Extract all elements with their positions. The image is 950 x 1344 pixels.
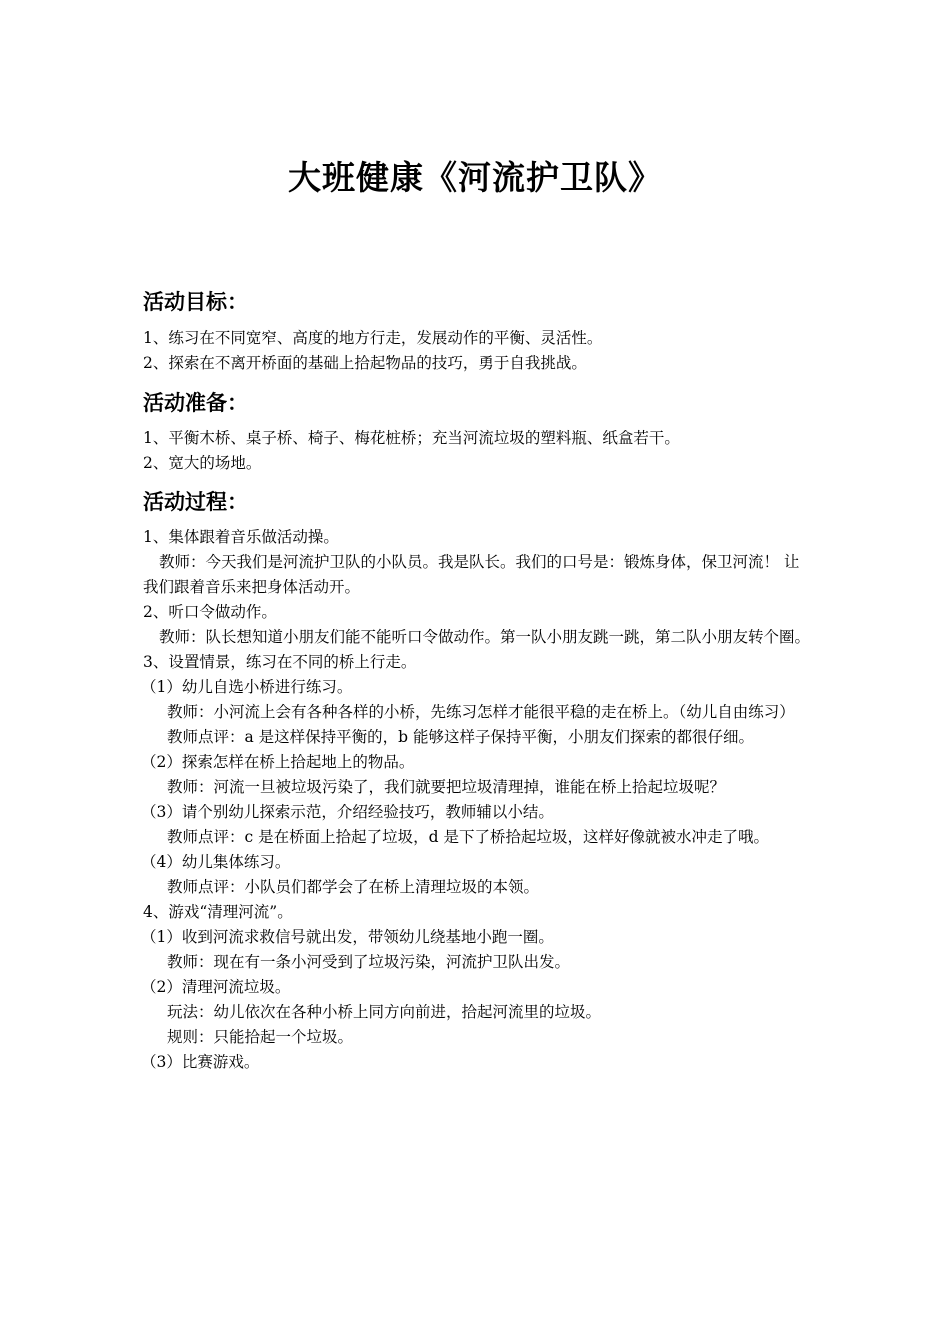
process-step: 2、听口令做动作。 <box>143 603 277 621</box>
goal-item: 1、练习在不同宽窄、高度的地方行走，发展动作的平衡、灵活性。 <box>143 329 603 347</box>
process-line: 教师：现在有一条小河受到了垃圾污染，河流护卫队出发。 <box>167 953 571 971</box>
goals-heading: 活动目标： <box>143 290 248 314</box>
process-line: 教师点评：小队员们都学会了在桥上清理垃圾的本领。 <box>167 878 540 896</box>
process-line: 教师点评：a 是这样保持平衡的，b 能够这样子保持平衡，小朋友们探索的都很仔细。 <box>167 728 755 746</box>
prep-item: 2、宽大的场地。 <box>143 454 262 472</box>
page-title: 大班健康《河流护卫队》 <box>288 158 662 197</box>
prep-heading: 活动准备： <box>143 391 248 415</box>
process-substep: （2）清理河流垃圾。 <box>141 978 291 996</box>
process-line: 教师：河流一旦被垃圾污染了，我们就要把垃圾清理掉，谁能在桥上拾起垃圾呢？ <box>167 778 726 796</box>
process-line: 规则：只能拾起一个垃圾。 <box>167 1028 354 1046</box>
process-substep: （3）请个别幼儿探索示范，介绍经验技巧，教师辅以小结。 <box>141 803 554 821</box>
process-line: 教师：队长想知道小朋友们能不能听口令做动作。第一队小朋友跳一跳，第二队小朋友转个圈。 <box>159 628 811 646</box>
process-line: 教师：今天我们是河流护卫队的小队员。我是队长。我们的口号是：锻炼身体，保卫河流！ 让我们跟着音乐来把身体活动开。 <box>143 553 800 596</box>
process-substep: （1）幼儿自选小桥进行练习。 <box>141 678 353 696</box>
process-line: 教师点评：c 是在桥面上拾起了垃圾，d 是下了桥拾起垃圾，这样好像就被水冲走了哦。 <box>167 828 769 846</box>
process-line: 玩法：幼儿依次在各种小桥上同方向前进，拾起河流里的垃圾。 <box>167 1003 602 1021</box>
process-substep: （1）收到河流求救信号就出发，带领幼儿绕基地小跑一圈。 <box>141 928 554 946</box>
process-heading: 活动过程： <box>143 490 248 514</box>
process-step: 1、集体跟着音乐做活动操。 <box>143 528 339 546</box>
prep-item: 1、平衡木桥、桌子桥、椅子、梅花桩桥；充当河流垃圾的塑料瓶、纸盒若干。 <box>143 429 680 447</box>
goal-item: 2、探索在不离开桥面的基础上拾起物品的技巧，勇于自我挑战。 <box>143 354 587 372</box>
process-substep: （3）比赛游戏。 <box>141 1053 260 1071</box>
goals-list <box>143 326 811 376</box>
prep-list <box>143 426 811 476</box>
process-substep: （4）幼儿集体练习。 <box>141 853 291 871</box>
process-substep: （2）探索怎样在桥上拾起地上的物品。 <box>141 753 415 771</box>
process-line: 教师：小河流上会有各种各样的小桥，先练习怎样才能很平稳的走在桥上。（幼儿自由练习） <box>167 703 795 721</box>
process-list <box>143 525 811 1075</box>
process-step: 4、游戏“清理河流”。 <box>143 903 293 921</box>
process-step: 3、设置情景，练习在不同的桥上行走。 <box>143 653 417 671</box>
